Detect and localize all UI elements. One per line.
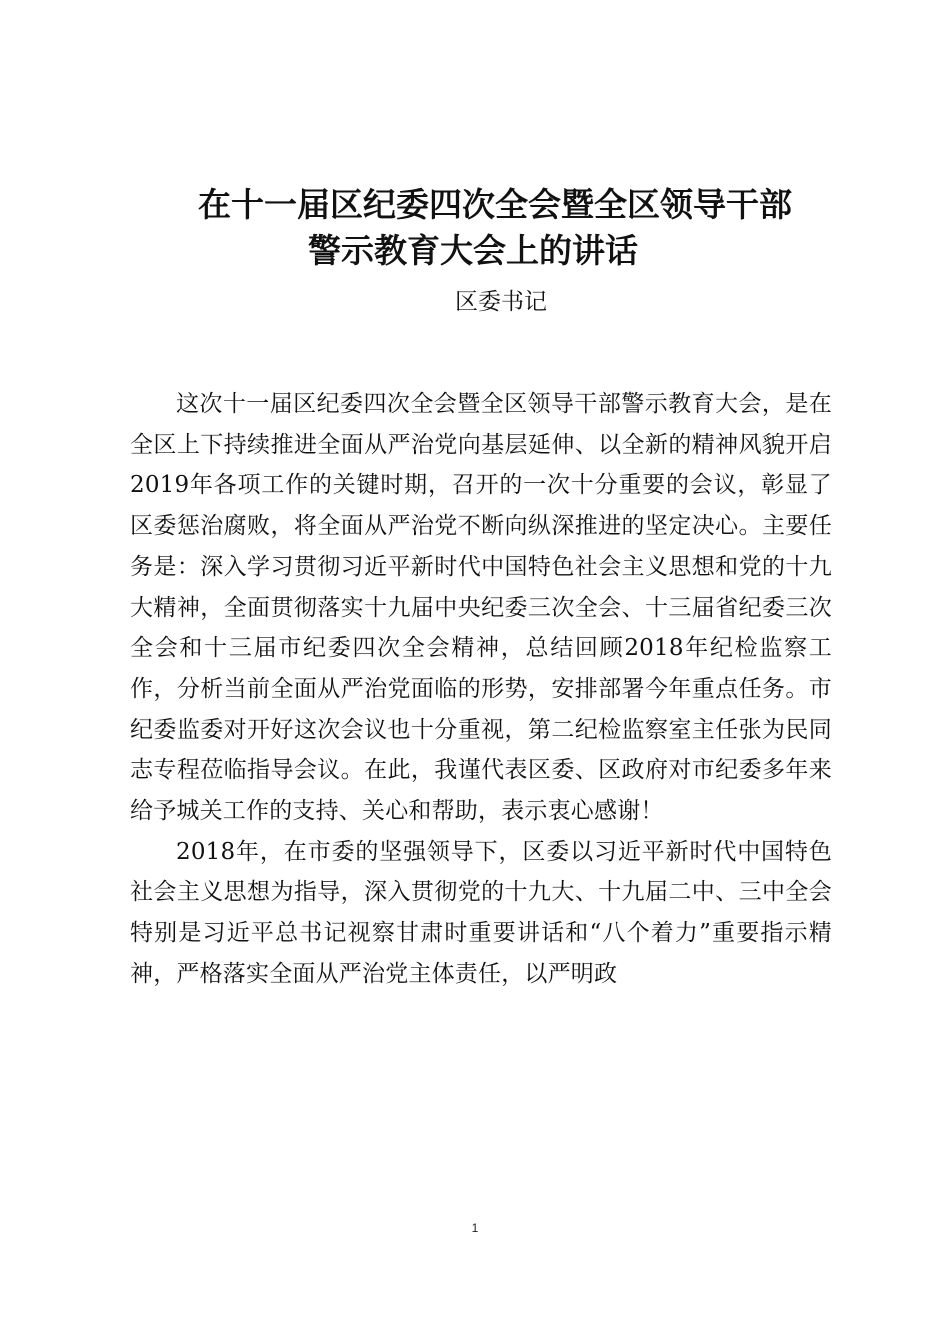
page-number: 1 xyxy=(471,1221,479,1235)
document-author: 区委书记 xyxy=(455,289,547,315)
document-title-line-1: 在十一届区纪委四次全会暨全区领导干部 xyxy=(198,185,792,224)
document-title-line-2: 警示教育大会上的讲话 xyxy=(308,231,638,270)
document-body xyxy=(130,384,832,995)
paragraph: 这次十一届区纪委四次全会暨全区领导干部警示教育大会，是在全区上下持续推进全面从严治党向基层延伸、以全新的精神风貌开启2019年各项工作的关键时期，召开的一次十分重要的会议，彰显了区委惩治腐败，将全面从严治党不断向纵深推进的坚定决心。主要任务是：深入学习贯彻习近平新时代中国特色社会主义思想和党的十九大精神，全面贯彻落实十九届中央纪委三次全会、十三届省纪委三次全会和十三届市纪委四次全会精神，总结回顾2018年纪检监察工作，分析当前全面从严治党面临的形势，安排部署今年重点任务。市纪委监委对开好这次会议也十分重视，第二纪检监察室主任张为民同志专程莅临指导会议。在此，我谨代表区委、区政府对市纪委多年来给予城关工作的支持、关心和帮助，表示衷心感谢！ xyxy=(130,391,832,825)
paragraph: 2018年，在市委的坚强领导下，区委以习近平新时代中国特色社会主义思想为指导，深入贯彻党的十九大、十九届二中、三中全会特别是习近平总书记视察甘肃时重要讲话和“八个着力”重要指示精神，严格落实全面从严治党主体责任，以严明政 xyxy=(130,838,832,987)
